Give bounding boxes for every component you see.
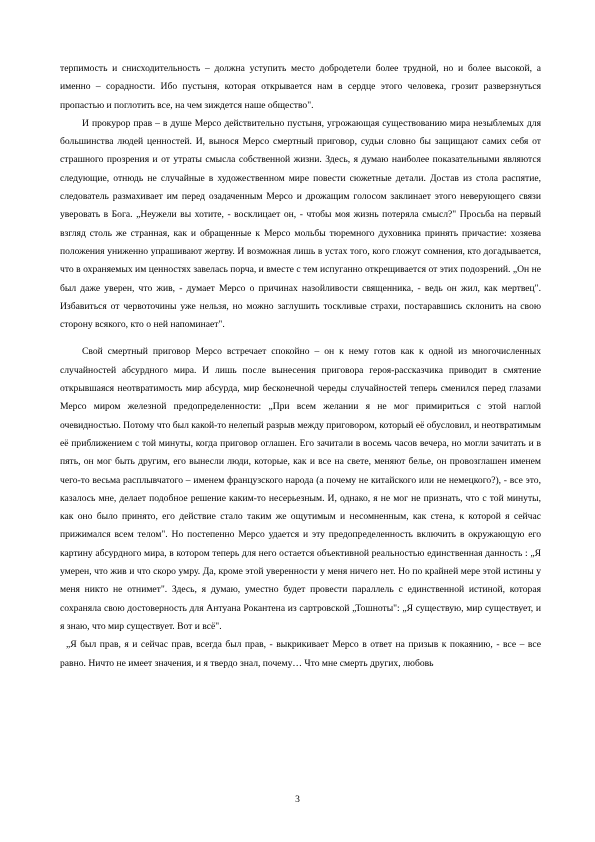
paragraph: И прокурор прав – в душе Мерсо действительно пустыня, угрожающая существованию мира незыблемых для большинства людей ценностей. И, вынося Мерсо смертный приговор, судьи словно бы защищают самих себя от страшного прозрения и от утраты смысла собственной жизни. Здесь, я думаю наиболее показательными являются следующие, отнюдь не случайные в художественном мире повести сюжетные детали. Достав из стола распятие, следователь размахивает им перед озадаченным Мерсо и дрожащим голосом заклинает этого неверующего связи уверовать в Бога. „Неужели вы хотите, - восклицает он, - чтобы моя жизнь потеряла смысл?" Просьба на первый взгляд столь же странная, как и обращенные к Мерсо мольбы тюремного духовника принять причастие: хозяева положения униженно упрашивают жертву. И возможная лишь в устах того, кого гложут сомнения, кто догадывается, что в охраняемых им ценностях завелась порча, и вместе с тем испуганно открещивается от этих подозрений. „Он не был даже уверен, что жив, - думает Мерсо о причинах назойливости священника, - ведь он жил, как мертвец". Избавиться от червоточины уже нельзя, но можно заглушить тоскливые страхи, постаравшись склонить на свою сторону всякого, кто о ней напоминает".	[60, 117, 541, 331]
page-number: 3	[295, 795, 300, 805]
paragraph-continued: терпимость и снисходительность – должна уступить место добродетели более трудной, но и более высокой, а именно – сорадности. Ибо пустыня, которая открывается нам в сердце этого человека, грозит разверзнуться пропастью и поглотить все, на чем зиждется наше общество".	[60, 63, 541, 111]
paragraph: Свой смертный приговор Мерсо встречает спокойно – он к нему готов как к одной из многочисленных случайностей абсурдного мира. И лишь после вынесения приговора героя-рассказчика приводит в смятение открывшаяся неотвратимость мир абсурда, мир бесконечной череды случайностей теперь сменился перед глазами Мерсо миром железной предопределенности: „При всем желании я не мог примириться с этой наглой очевидностью. Потому что был какой-то нелепый разрыв между приговором, который её обусловил, и неотвратимым её приближением с той минуты, когда приговор оглашен. Его зачитали в восемь часов вечера, но могли зачитать и в пять, он мог быть другим, его вынесли люди, которые, как и все на свете, меняют белье, он провозглашен именем чего-то весьма расплывчатого – именем французского народа (а почему не китайского или не немецкого?), - все это, казалось мне, делает подобное решение каким-то несерьезным. И, однако, я не мог не признать, что с той минуты, как оно было принято, его действие стало таким же ощутимым и несомненным, как стена, к которой я сейчас прижимался всем телом". Но постепенно Мерсо удается и эту предопределенность включить в окружающую его картину абсурдного мира, в котором теперь для него остается объективной реальностью единственная данность : „Я умерен, что жив и что скоро умру. Да, кроме этой уверенности у меня ничего нет. Но по крайней мере этой истины у меня никто не отнимет". Здесь, я думаю, уместно будет провести параллель с единственной истиной, которая сохраняла свою достоверность для Антуана Рокантена из сартровской „Тошноты": „Я существую, мир существует, и я знаю, что мир существует. Вот и всё".	[60, 346, 541, 632]
body-text	[60, 60, 541, 673]
paragraph: „Я был прав, я и сейчас прав, всегда был прав, - выкрикивает Мерсо в ответ на призыв к покаянию, - все – все равно. Ничто не имеет значения, и я твердо знал, почему… Что мне смерть других, любовь	[60, 639, 541, 669]
